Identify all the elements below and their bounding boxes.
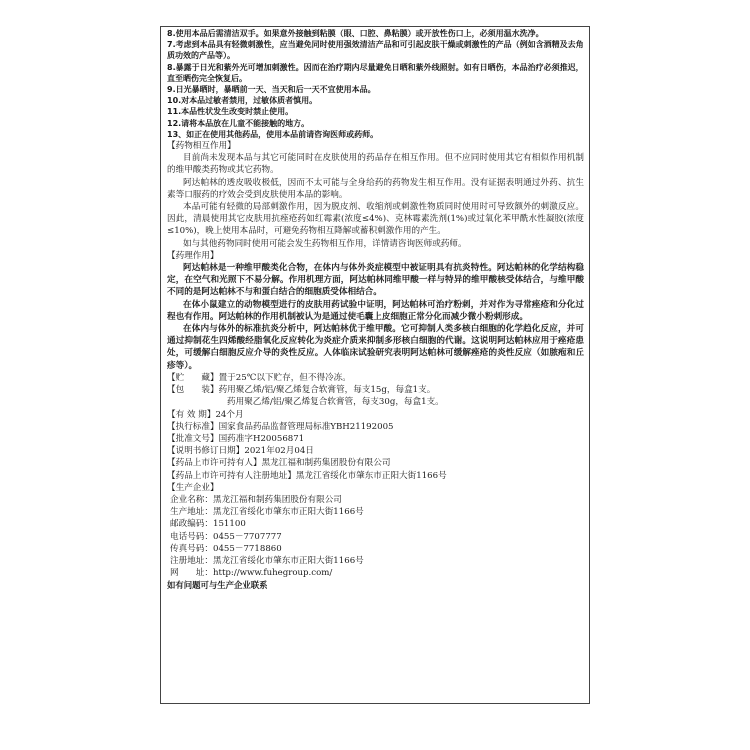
approval-label: 【批准文号】 — [167, 433, 219, 444]
revision-label: 【说明书修订日期】 — [167, 446, 245, 457]
approval-row — [167, 433, 584, 445]
packaging-row-2 — [167, 396, 584, 408]
warning-item: 11.本品性状发生改变时禁止使用。 — [167, 107, 294, 117]
mah-value: 黑龙江福和制药集团股份有限公司 — [261, 458, 391, 469]
contact-footer: 如有问题可与生产企业联系 — [167, 580, 268, 591]
revision-row — [167, 445, 584, 457]
manufacturer-row — [167, 531, 584, 543]
interaction-paragraph: 目前尚未发现本品与其它可能同时在皮肤使用的药品存在相互作用。但不应同时使用其它有相似作用机制的维甲酸类药物或其它药物。 — [167, 153, 584, 176]
mah-address-row — [167, 470, 584, 482]
warning-item: 8.暴露于日光和紫外光可增加刺激性。因而在治疗期内尽量避免日晒和紫外线照射。如有日晒伤，本品治疗必须推迟，直至晒伤完全恢复后。 — [167, 62, 584, 83]
fax-label: 传真号码： — [170, 543, 213, 554]
warning-item: 9.日光暴晒时，暴晒前一天、当天和后一天不宜使用本品。 — [167, 85, 376, 95]
standard-row — [167, 421, 584, 433]
mah-address-label: 【药品上市许可持有人注册地址】 — [167, 470, 296, 481]
approval-value: 国药准字H20056871 — [218, 433, 305, 444]
pharmacology-paragraph: 阿达帕林是一种维甲酸类化合物，在体内与体外炎症模型中被证明具有抗炎特性。阿达帕林的化学结构稳定，在空气和光照下不易分解。作用机理方面，阿达帕林同维甲酸一样与特异的维甲酸核受体结合，与维甲酸不同的是阿达帕林不与和蛋白结合的细胞质受体相结合。 — [167, 263, 584, 298]
interaction-paragraph: 本品可能有轻微的局部刺激作用，因为脱皮剂、收缩剂或刺激性物质同时使用时可导致额外的刺激反应。因此，清晨使用其它皮肤用抗痤疮药如红霉素(浓度≤4%)、克林霉素洗剂(1%)或过氧化苯甲酰水性凝胶(浓度≤10%)，晚上使用本品时，可避免药物相互降解或蓄积刺激作用的产生。 — [167, 202, 584, 237]
mah-label: 【药品上市许可持有人】 — [167, 458, 262, 469]
website-label: 网 址： — [170, 568, 213, 579]
storage-label: 【贮 藏】 — [167, 372, 219, 383]
manufacturer-row — [167, 494, 584, 506]
packaging-label: 【包 装】 — [167, 385, 219, 396]
validity-value: 24个月 — [215, 409, 244, 420]
registered-address-value: 黑龙江省绥化市肇东市正阳大街1166号 — [212, 555, 364, 566]
revision-value: 2021年02月04日 — [244, 446, 314, 457]
warning-item: 8.使用本品后需清洁双手。如果意外接触到粘膜（眼、口腔、鼻粘膜）或开放性伤口上，必须用温水洗净。 — [167, 29, 544, 38]
pharmacology-paragraph: 在体小鼠建立的动物模型进行的皮肤用药试验中证明，阿达帕林可治疗粉刺，并对作为寻常痤疮和分化过程也有作用。阿达帕林的作用机制被认为是通过使毛囊上皮细胞正常分化而减少微小粉刺形成。 — [167, 299, 584, 322]
interaction-paragraph: 如与其他药物同时使用可能会发生药物相互作用，详情请咨询医师或药师。 — [183, 238, 467, 249]
standard-label: 【执行标准】 — [167, 421, 219, 432]
package-insert-sheet — [160, 26, 590, 704]
packaging-value-2: 药用聚乙烯/铝/聚乙烯复合软膏管，每支30g，每盒1支。 — [227, 397, 444, 408]
packaging-value: 药用聚乙烯/铝/聚乙烯复合软膏管，每支15g，每盒1支。 — [218, 385, 436, 396]
manufacturer-name-value: 黑龙江福和制药集团股份有限公司 — [212, 494, 342, 505]
standard-value: 国家食品药品监督管理局标准YBH21192005 — [218, 421, 394, 432]
manufacturer-row — [167, 567, 584, 579]
warning-item: 13、如正在使用其他药品，使用本品前请咨询医师或药师。 — [167, 129, 379, 139]
fax-value: 0455－7718860 — [212, 543, 282, 554]
warning-item: 7.考虑到本品具有轻微刺激性，应当避免同时使用强效清洁产品和可引起皮肤干燥或刺激性的产品（例如含酒精及去角质功效的产品等）。 — [167, 40, 584, 61]
registered-address-label: 注册地址： — [170, 555, 213, 566]
phone-label: 电话号码： — [170, 531, 213, 542]
website-value: http://www.fuhegroup.com/ — [212, 568, 333, 579]
mah-address-value: 黑龙江省绥化市肇东市正阳大街1166号 — [295, 470, 447, 481]
phone-value: 0455－7707777 — [212, 531, 282, 542]
pharmacology-paragraph: 在体内与体外的标准抗炎分析中，阿达帕林优于维甲酸。它可抑制人类多核白细胞的化学趋化反应，并可通过抑制花生四烯酸经脂氧化反应转化为炎症介质来抑制多形核白细胞的代谢。这说明阿达帕林应用于痤疮患处，可缓解白细胞反应介导的炎性反应。人体临床试验研究表明阿达帕林可缓解痤疮的炎性反应（如脓疱和丘疹等）。 — [167, 324, 584, 371]
validity-label: 【有 效 期】 — [167, 409, 216, 420]
postal-code-value: 151100 — [212, 519, 246, 530]
manufacturer-heading: 【生产企业】 — [167, 482, 219, 493]
manufacturer-row — [167, 555, 584, 567]
manufacturer-row — [167, 518, 584, 530]
storage-row — [167, 372, 584, 384]
validity-row — [167, 409, 584, 421]
production-address-label: 生产地址： — [170, 507, 213, 518]
postal-code-label: 邮政编码： — [170, 519, 213, 530]
packaging-row — [167, 384, 584, 396]
pharmacology-heading: 【药理作用】 — [167, 250, 219, 261]
warning-item: 10.对本品过敏者禁用，过敏体质者慎用。 — [167, 96, 318, 106]
production-address-value: 黑龙江省绥化市肇东市正阳大街1166号 — [212, 507, 364, 518]
manufacturer-name-label: 企业名称： — [170, 494, 213, 505]
mah-row — [167, 457, 584, 469]
manufacturer-row — [167, 506, 584, 518]
interaction-paragraph: 阿达帕林的透皮吸收极低，因而不太可能与全身给药的药物发生相互作用。没有证据表明通过外药、抗生素等口服药的疗效会受到皮肤使用本品的影响。 — [167, 177, 584, 200]
manufacturer-row — [167, 543, 584, 555]
warning-item: 12.请将本品放在儿童不能接触的地方。 — [167, 118, 310, 128]
storage-value: 置于25℃以下贮存，但不得冷冻。 — [218, 372, 351, 383]
interaction-heading: 【药物相互作用】 — [167, 141, 236, 152]
